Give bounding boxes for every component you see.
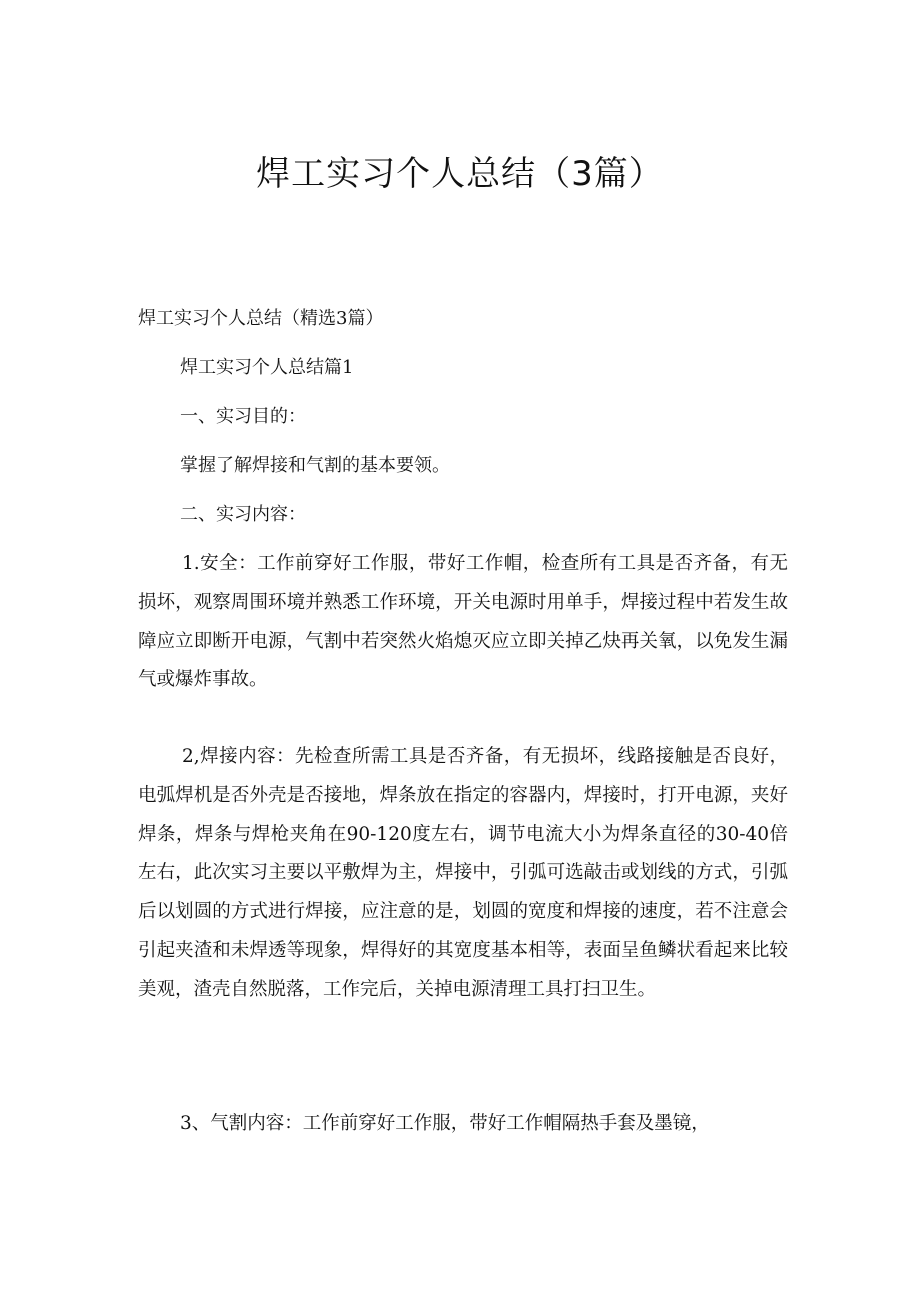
document-subtitle: 焊工实习个人总结（精选3篇） (138, 308, 384, 329)
purpose-text: 掌握了解焊接和气割的基本要领。 (180, 455, 450, 476)
page-title: 焊工实习个人总结（3篇） (256, 154, 664, 194)
paragraph-welding-text: 2,焊接内容：先检查所需工具是否齐备，有无损坏，线路接触是否良好，电弧焊机是否外壳是否接地，焊条放在指定的容器内，焊接时，打开电源，夹好焊条，焊条与焊枪夹角在90-120度左右，调节电流大小为焊条直径的30-40倍左右，此次实习主要以平敷焊为主，焊接中，引弧可选敲击或划线的方式，引弧后以划圆的方式进行焊接，应注意的是，划圆的宽度和焊接的速度，若不注意会引起夹渣和未焊透等现象，焊得好的其宽度基本相等，表面呈鱼鳞状看起来比较美观，渣壳自然脱落，工作完后，关掉电源清理工具打扫卫生。 (138, 746, 788, 1000)
heading-content: 二、实习内容： (180, 504, 306, 525)
paragraph-safety (138, 545, 788, 700)
section-title: 焊工实习个人总结篇1 (180, 357, 354, 378)
paragraph-cutting: 3、气割内容：工作前穿好工作服，带好工作帽隔热手套及墨镜， (180, 1113, 710, 1134)
paragraph-welding (138, 738, 788, 1010)
heading-purpose: 一、实习目的： (180, 406, 306, 427)
paragraph-safety-text: 1.安全：工作前穿好工作服，带好工作帽，检查所有工具是否齐备，有无损坏，观察周围环境并熟悉工作环境，开关电源时用单手，焊接过程中若发生故障应立即断开电源，气割中若突然火焰熄灭应立即关掉乙炔再关氧，以免发生漏气或爆炸事故。 (138, 553, 788, 691)
